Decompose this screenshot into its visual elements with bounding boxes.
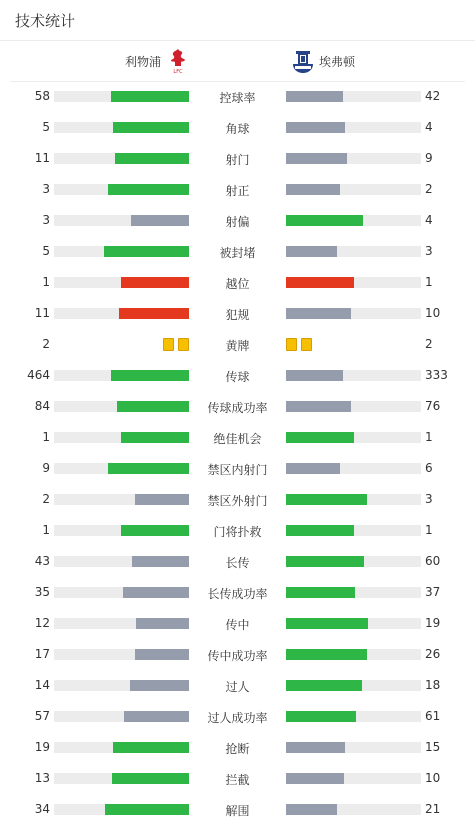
home-bar-track	[54, 463, 189, 474]
away-bar-track	[286, 680, 421, 691]
stat-row	[0, 143, 475, 174]
stat-row	[0, 205, 475, 236]
home-bar-track	[54, 246, 189, 257]
away-bar-track	[286, 711, 421, 722]
away-value: 19	[425, 616, 441, 630]
yellow-card-icon	[163, 338, 174, 351]
home-value: 12	[34, 616, 50, 630]
stat-label: 拦截	[225, 773, 250, 787]
stat-row	[0, 267, 475, 298]
stat-label: 抢断	[225, 742, 250, 756]
stat-label: 禁区外射门	[207, 494, 268, 508]
stat-label: 解围	[225, 804, 250, 818]
away-bar-fill	[286, 91, 343, 102]
home-bar-track	[54, 587, 189, 598]
away-bar-fill	[286, 122, 345, 133]
home-bar-fill	[111, 370, 189, 381]
away-bar-fill	[286, 773, 344, 784]
stat-row	[0, 360, 475, 391]
away-value: 4	[425, 213, 433, 227]
home-bar-track	[54, 680, 189, 691]
yellow-card-icon	[178, 338, 189, 351]
home-value: 1	[42, 523, 50, 537]
home-team-name: 利物浦	[125, 55, 162, 69]
everton-crest-icon	[291, 49, 315, 74]
away-bar-track	[286, 587, 421, 598]
stat-row	[0, 422, 475, 453]
stat-label: 射偏	[225, 215, 250, 229]
away-bar-fill	[286, 494, 367, 505]
home-bar-track	[54, 432, 189, 443]
home-bar-fill	[112, 773, 189, 784]
away-value: 60	[425, 554, 441, 568]
home-bar-fill	[135, 649, 189, 660]
home-bar-fill	[121, 525, 189, 536]
stat-label: 传中成功率	[207, 649, 268, 663]
home-bar-track	[54, 618, 189, 629]
home-value: 5	[42, 244, 50, 258]
home-bar-track	[54, 122, 189, 133]
away-value: 10	[425, 306, 441, 320]
stat-row	[0, 484, 475, 515]
stat-label: 过人	[225, 680, 250, 694]
away-bar-track	[286, 742, 421, 753]
away-bar-track	[286, 525, 421, 536]
away-bar-track	[286, 432, 421, 443]
home-bar-track	[54, 153, 189, 164]
home-bar-fill	[113, 742, 189, 753]
away-yellow-cards	[286, 338, 316, 357]
home-bar-fill	[121, 432, 189, 443]
stat-label: 被封堵	[219, 246, 256, 260]
teams-bar	[10, 41, 465, 82]
away-bar-track	[286, 556, 421, 567]
away-bar-fill	[286, 246, 337, 257]
stat-row	[0, 81, 475, 112]
home-value: 464	[27, 368, 50, 382]
away-bar-track	[286, 308, 421, 319]
home-bar-track	[54, 215, 189, 226]
home-value: 2	[42, 492, 50, 506]
stat-label: 传球成功率	[207, 401, 268, 415]
home-bar-fill	[132, 556, 189, 567]
away-value: 6	[425, 461, 433, 475]
home-bar-fill	[108, 463, 189, 474]
home-bar-fill	[108, 184, 189, 195]
away-bar-fill	[286, 277, 354, 288]
stat-label: 过人成功率	[207, 711, 268, 725]
home-value: 14	[34, 678, 50, 692]
home-bar-track	[54, 277, 189, 288]
home-value: 9	[42, 461, 50, 475]
home-bar-track	[54, 370, 189, 381]
away-value: 37	[425, 585, 441, 599]
stat-label: 长传成功率	[207, 587, 268, 601]
yellow-card-icon	[286, 338, 297, 351]
stats-header	[0, 0, 475, 41]
stat-row	[0, 639, 475, 670]
stat-row	[0, 453, 475, 484]
home-bar-fill	[119, 308, 189, 319]
home-bar-track	[54, 711, 189, 722]
away-value: 76	[425, 399, 441, 413]
stat-label: 禁区内射门	[207, 463, 268, 477]
away-value: 26	[425, 647, 441, 661]
away-value: 3	[425, 492, 433, 506]
home-bar-track	[54, 184, 189, 195]
away-bar-fill	[286, 401, 351, 412]
home-bar-track	[54, 401, 189, 412]
home-bar-track	[54, 742, 189, 753]
home-bar-fill	[136, 618, 189, 629]
stat-row	[0, 732, 475, 763]
home-bar-track	[54, 773, 189, 784]
away-bar-fill	[286, 463, 340, 474]
away-bar-fill	[286, 184, 340, 195]
page-title: 技术统计	[15, 12, 76, 30]
home-value: 13	[34, 771, 50, 785]
away-value: 2	[425, 337, 433, 351]
yellow-card-icon	[301, 338, 312, 351]
home-value: 2	[42, 337, 50, 351]
away-bar-fill	[286, 804, 337, 815]
stat-row	[0, 577, 475, 608]
away-bar-fill	[286, 556, 364, 567]
away-bar-track	[286, 773, 421, 784]
stat-row	[0, 763, 475, 794]
away-bar-fill	[286, 711, 356, 722]
away-bar-track	[286, 215, 421, 226]
home-bar-track	[54, 308, 189, 319]
home-value: 11	[34, 151, 50, 165]
home-bar-fill	[121, 277, 189, 288]
home-bar-fill	[113, 122, 189, 133]
away-bar-track	[286, 649, 421, 660]
home-value: 84	[34, 399, 50, 413]
away-value: 21	[425, 802, 441, 816]
stat-label: 门将扑救	[213, 525, 262, 539]
stat-label: 绝佳机会	[213, 432, 262, 446]
stat-row	[0, 329, 475, 360]
stat-row	[0, 546, 475, 577]
svg-text:LFC: LFC	[173, 69, 183, 75]
stat-label: 角球	[225, 122, 250, 136]
home-bar-fill	[117, 401, 189, 412]
away-bar-fill	[286, 587, 355, 598]
home-bar-track	[54, 91, 189, 102]
away-value: 18	[425, 678, 441, 692]
home-value: 3	[42, 182, 50, 196]
home-value: 57	[34, 709, 50, 723]
away-team-name: 埃弗顿	[319, 55, 356, 69]
home-bar-fill	[105, 804, 189, 815]
liverpool-crest-icon	[169, 48, 187, 75]
home-bar-fill	[111, 91, 189, 102]
stat-label: 控球率	[219, 91, 256, 105]
stat-row	[0, 701, 475, 732]
away-value: 3	[425, 244, 433, 258]
home-bar-fill	[124, 711, 189, 722]
stat-row	[0, 608, 475, 639]
home-value: 1	[42, 275, 50, 289]
home-bar-track	[54, 556, 189, 567]
stat-label: 传球	[225, 370, 250, 384]
away-bar-track	[286, 277, 421, 288]
away-bar-track	[286, 153, 421, 164]
away-bar-track	[286, 122, 421, 133]
away-bar-track	[286, 618, 421, 629]
stat-label: 传中	[225, 618, 250, 632]
home-bar-fill	[130, 680, 189, 691]
stat-row	[0, 236, 475, 267]
stat-row	[0, 174, 475, 205]
away-value: 61	[425, 709, 441, 723]
away-value: 2	[425, 182, 433, 196]
stat-row	[0, 670, 475, 701]
away-bar-fill	[286, 618, 368, 629]
away-bar-fill	[286, 215, 363, 226]
home-value: 35	[34, 585, 50, 599]
stat-label: 射门	[225, 153, 250, 167]
stat-row	[0, 298, 475, 329]
away-value: 9	[425, 151, 433, 165]
away-value: 42	[425, 89, 441, 103]
stat-row	[0, 794, 475, 825]
away-value: 4	[425, 120, 433, 134]
home-yellow-cards	[163, 338, 193, 357]
stat-row	[0, 515, 475, 546]
away-bar-track	[286, 463, 421, 474]
away-value: 333	[425, 368, 448, 382]
away-bar-fill	[286, 680, 362, 691]
away-bar-fill	[286, 370, 343, 381]
home-value: 34	[34, 802, 50, 816]
home-value: 58	[34, 89, 50, 103]
away-bar-track	[286, 184, 421, 195]
away-bar-fill	[286, 153, 347, 164]
home-bar-fill	[131, 215, 189, 226]
home-bar-track	[54, 525, 189, 536]
home-bar-track	[54, 494, 189, 505]
away-bar-track	[286, 246, 421, 257]
home-bar-track	[54, 649, 189, 660]
home-bar-fill	[135, 494, 189, 505]
away-bar-fill	[286, 525, 354, 536]
home-value: 1	[42, 430, 50, 444]
home-value: 19	[34, 740, 50, 754]
home-value: 43	[34, 554, 50, 568]
away-value: 1	[425, 523, 433, 537]
away-bar-track	[286, 494, 421, 505]
home-bar-fill	[115, 153, 189, 164]
away-bar-track	[286, 370, 421, 381]
away-bar-fill	[286, 308, 351, 319]
away-value: 10	[425, 771, 441, 785]
stat-label: 长传	[225, 556, 250, 570]
home-bar-fill	[104, 246, 189, 257]
home-bar-fill	[123, 587, 189, 598]
stat-label: 越位	[225, 277, 250, 291]
stat-label: 犯规	[225, 308, 250, 322]
stat-label: 射正	[225, 184, 250, 198]
stat-label: 黄牌	[225, 339, 250, 353]
stat-row	[0, 112, 475, 143]
home-bar-track	[54, 804, 189, 815]
home-value: 5	[42, 120, 50, 134]
stat-row	[0, 391, 475, 422]
away-value: 1	[425, 275, 433, 289]
away-bar-fill	[286, 649, 367, 660]
home-value: 17	[34, 647, 50, 661]
away-bar-fill	[286, 742, 345, 753]
home-value: 3	[42, 213, 50, 227]
away-bar-fill	[286, 432, 354, 443]
away-value: 1	[425, 430, 433, 444]
home-value: 11	[34, 306, 50, 320]
away-value: 15	[425, 740, 441, 754]
away-bar-track	[286, 91, 421, 102]
away-bar-track	[286, 401, 421, 412]
away-bar-track	[286, 804, 421, 815]
